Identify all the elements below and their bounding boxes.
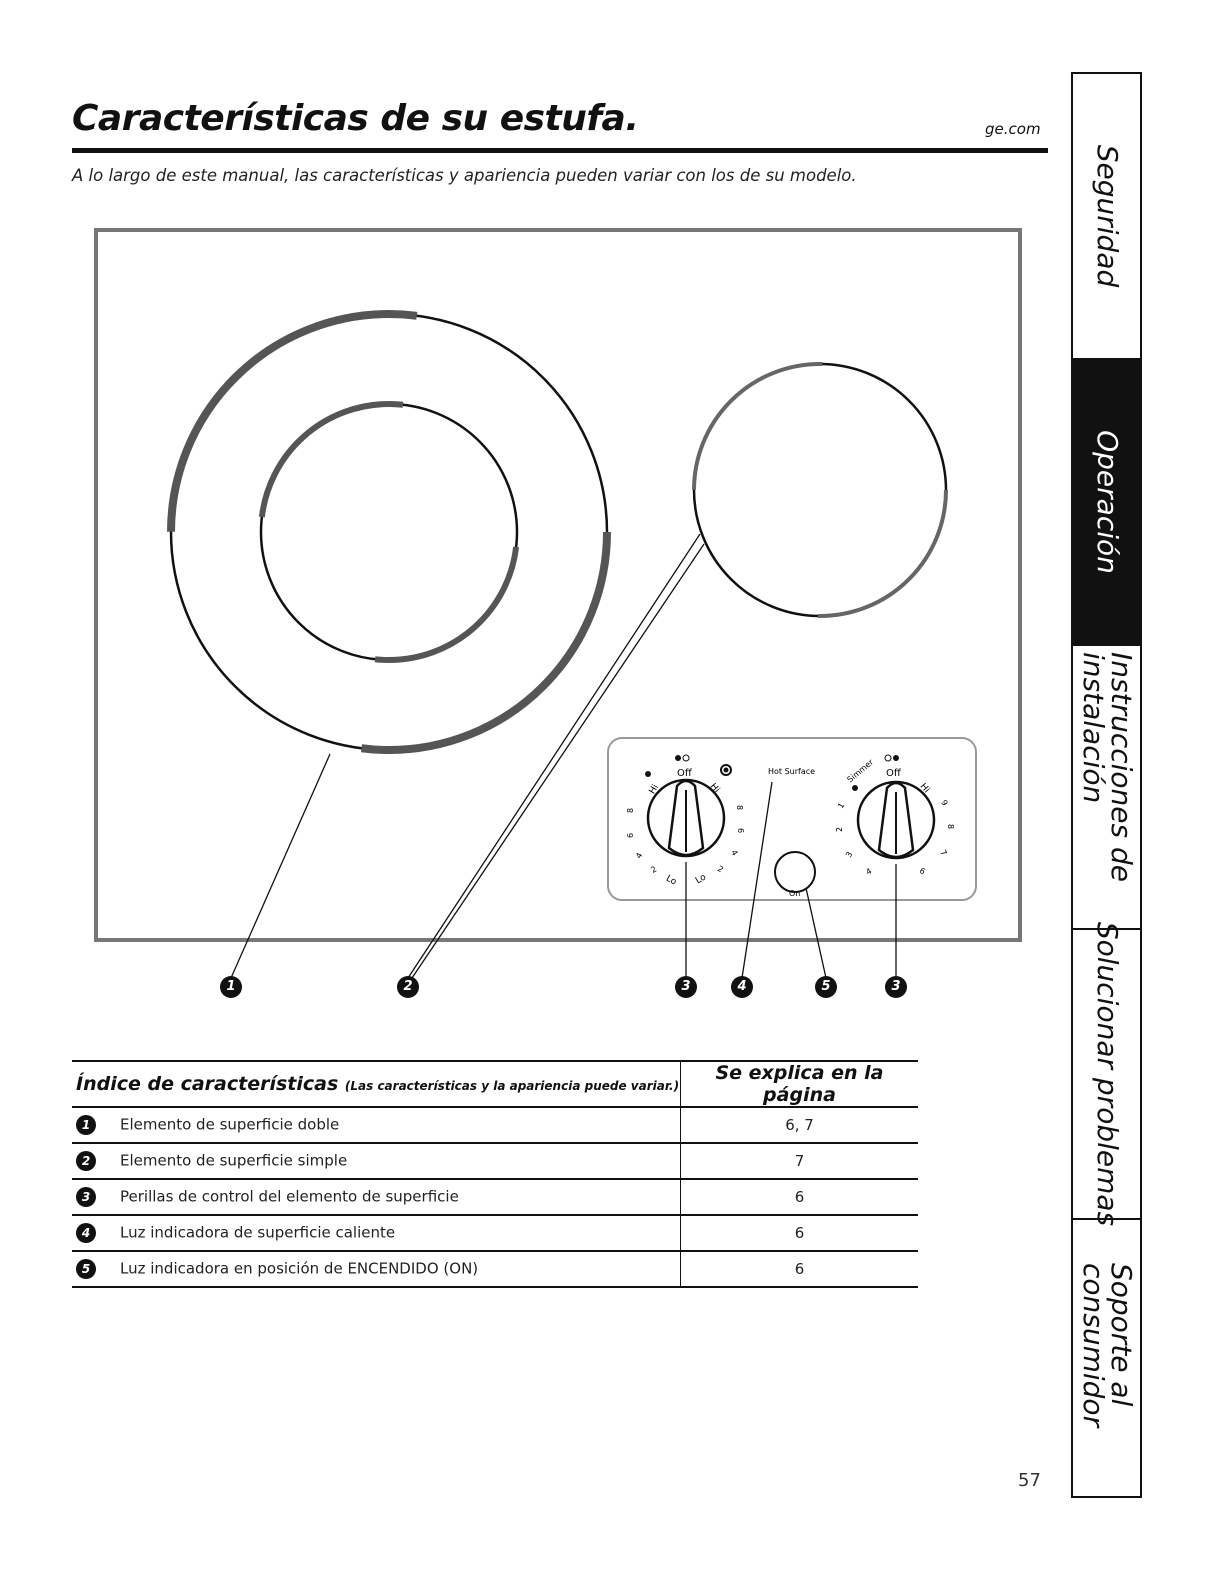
- table-row: [72, 1251, 918, 1287]
- tab-label: Seguridad: [1090, 144, 1124, 288]
- dial-right-4: 4: [864, 866, 874, 877]
- row-page: 6, 7: [681, 1107, 919, 1143]
- table-row: [72, 1215, 918, 1251]
- row-number: 3: [76, 1187, 96, 1207]
- dual-surface-element: [171, 314, 607, 750]
- row-label: Luz indicadora en posición de ENCENDIDO (ON): [120, 1259, 479, 1278]
- row-number: 1: [76, 1115, 96, 1135]
- table-header-row: [72, 1061, 918, 1107]
- dial-left-b-2: 2: [715, 864, 725, 875]
- tab-seguridad[interactable]: [1073, 74, 1140, 360]
- features-index-table: [72, 1060, 918, 1288]
- lo-left-b-label: Lo: [694, 872, 709, 887]
- dial-left-b-4: 4: [729, 848, 740, 858]
- row-number: 4: [76, 1223, 96, 1243]
- callout-3-right: 3: [885, 976, 907, 998]
- dial-left-a-4: 4: [634, 851, 645, 861]
- row-number: 5: [76, 1259, 96, 1279]
- row-page: 6: [681, 1179, 919, 1215]
- table-heading-note: (Las características y la apariencia puede variar.): [344, 1079, 680, 1093]
- row-number: 2: [76, 1151, 96, 1171]
- section-sidebar: [1071, 72, 1142, 1498]
- dial-right-9: 9: [939, 798, 950, 808]
- dial-right-8: 8: [946, 824, 955, 830]
- tab-instrucciones-instalacion[interactable]: [1073, 646, 1140, 930]
- site-url[interactable]: ge.com: [985, 120, 1041, 138]
- hi-left-b-label: Hi: [707, 781, 722, 796]
- dial-right-6: 6: [917, 866, 927, 877]
- tab-soporte-consumidor[interactable]: [1073, 1220, 1140, 1496]
- table-heading-text: Índice de características: [76, 1073, 339, 1095]
- dial-left-a-2: 2: [649, 864, 659, 875]
- lo-left-label: Lo: [664, 873, 679, 888]
- dial-right-1: 1: [836, 801, 847, 811]
- callout-2: 2: [397, 976, 419, 998]
- callout-4: 4: [731, 976, 753, 998]
- callout-5: 5: [815, 976, 837, 998]
- hi-left-label: Hi: [647, 782, 661, 796]
- simmer-label: Simmer: [845, 757, 876, 785]
- dial-left-a-8: 8: [626, 807, 635, 813]
- tab-label: Soporte al consumidor: [1076, 1263, 1138, 1428]
- page-title: Características de su estufa.: [72, 98, 639, 139]
- table-row: [72, 1143, 918, 1179]
- callout-1: 1: [220, 976, 242, 998]
- hi-right-label: Hi: [917, 781, 932, 796]
- row-label: Luz indicadora de superficie caliente: [120, 1223, 396, 1242]
- table-row: [72, 1107, 918, 1143]
- dial-left-b-8: 8: [735, 805, 744, 811]
- off-right-label: Off: [886, 768, 901, 779]
- off-left-label: Off: [677, 768, 692, 779]
- row-page: 6: [681, 1251, 919, 1287]
- page-column-heading: Se explica en la página: [681, 1061, 919, 1107]
- row-page: 6: [681, 1215, 919, 1251]
- table-row: [72, 1179, 918, 1215]
- row-label: Elemento de superficie doble: [120, 1115, 340, 1134]
- tab-label: Solucionar problemas: [1090, 921, 1124, 1227]
- dial-right-7: 7: [938, 848, 949, 858]
- tab-solucionar-problemas[interactable]: [1073, 921, 1140, 1227]
- dial-left-b-6: 6: [736, 828, 745, 834]
- row-label: Elemento de superficie simple: [120, 1151, 348, 1170]
- on-label: On: [789, 889, 801, 898]
- tab-label: Operación: [1090, 430, 1124, 574]
- callout-3-left: 3: [675, 976, 697, 998]
- page-subtitle: A lo largo de este manual, las características y apariencia pueden variar con los de su modelo.: [72, 166, 857, 185]
- page-number: 57: [1018, 1470, 1041, 1491]
- tab-label: Instrucciones de instalación: [1076, 652, 1138, 882]
- dial-left-a-6: 6: [626, 832, 635, 838]
- row-label: Perillas de control del elemento de superficie: [120, 1187, 459, 1206]
- tab-operacion[interactable]: [1073, 360, 1140, 646]
- single-surface-element: [694, 364, 946, 616]
- row-page: 7: [681, 1143, 919, 1179]
- table-heading: [72, 1061, 681, 1107]
- leader-lines: [231, 534, 896, 978]
- on-indicator-light: [775, 852, 815, 892]
- hot-surface-label: Hot Surface: [768, 767, 816, 776]
- dial-right-3: 3: [844, 850, 855, 860]
- dial-right-2: 2: [835, 826, 844, 832]
